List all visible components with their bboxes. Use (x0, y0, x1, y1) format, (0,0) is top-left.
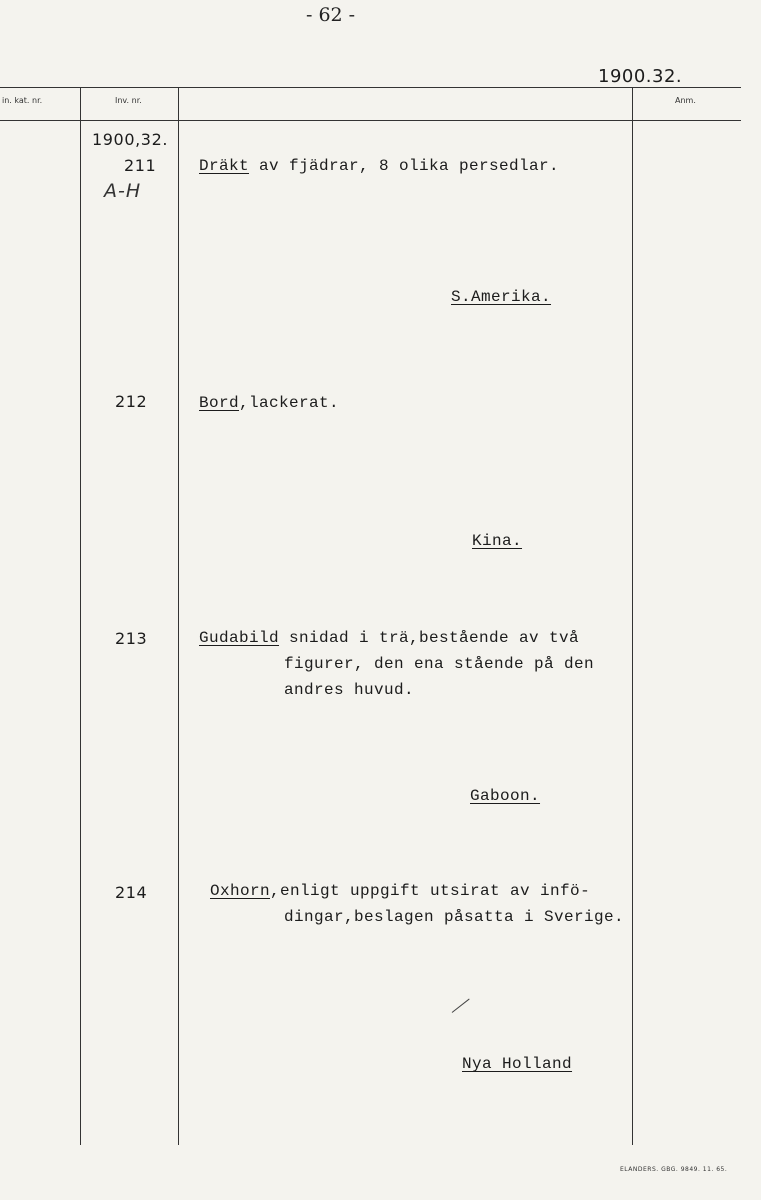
entry-text-line: dingar,beslagen påsatta i Sverige. (284, 908, 625, 926)
page-reference: 1900.32. (598, 66, 683, 87)
entry-title: Oxhorn (210, 882, 271, 900)
entry-text-line: snidad i trä,bestående av två (279, 629, 580, 647)
inventory-number: 214 (115, 883, 148, 902)
inventory-number: 213 (115, 629, 148, 648)
entry-title: Dräkt (199, 157, 250, 175)
printer-imprint: ELANDERS. GBG. 9849. 11. 65. (620, 1166, 728, 1173)
entry-text-line: figurer, den ena stående på den (284, 655, 595, 673)
column-header-anm: Anm. (675, 96, 696, 105)
entry-description (199, 625, 579, 651)
entry-description (199, 153, 559, 179)
entry-text-line: ,enligt uppgift utsirat av infö- (270, 882, 591, 900)
column-header-kat-nr: in. kat. nr. (2, 96, 43, 105)
entry-description (210, 878, 590, 904)
entry-text-line: av fjädrar, 8 olika persedlar. (249, 157, 560, 175)
header-bottom-rule (0, 120, 741, 121)
pencil-stroke (452, 999, 470, 1013)
column-divider-1 (80, 87, 81, 1145)
entry-region: Kina. (472, 532, 523, 550)
collection-number: 1900,32. (92, 130, 169, 149)
entry-region: Nya Holland (462, 1055, 573, 1073)
entry-description (199, 390, 339, 416)
entry-title: Bord (199, 394, 240, 412)
inventory-number: 212 (115, 392, 148, 411)
column-header-inv-nr: Inv. nr. (115, 96, 142, 105)
column-divider-2 (178, 87, 179, 1145)
entry-region: Gaboon. (470, 787, 541, 805)
entry-title: Gudabild (199, 629, 280, 647)
column-divider-3 (632, 87, 633, 1145)
inventory-number: 211 (124, 156, 157, 175)
entry-text-line: ,lackerat. (239, 394, 340, 412)
page-number: - 62 - (306, 4, 356, 26)
entry-text-line: andres huvud. (284, 681, 415, 699)
entry-region: S.Amerika. (451, 288, 552, 306)
header-top-rule (0, 87, 741, 88)
handwritten-annotation: A-H (104, 180, 142, 202)
